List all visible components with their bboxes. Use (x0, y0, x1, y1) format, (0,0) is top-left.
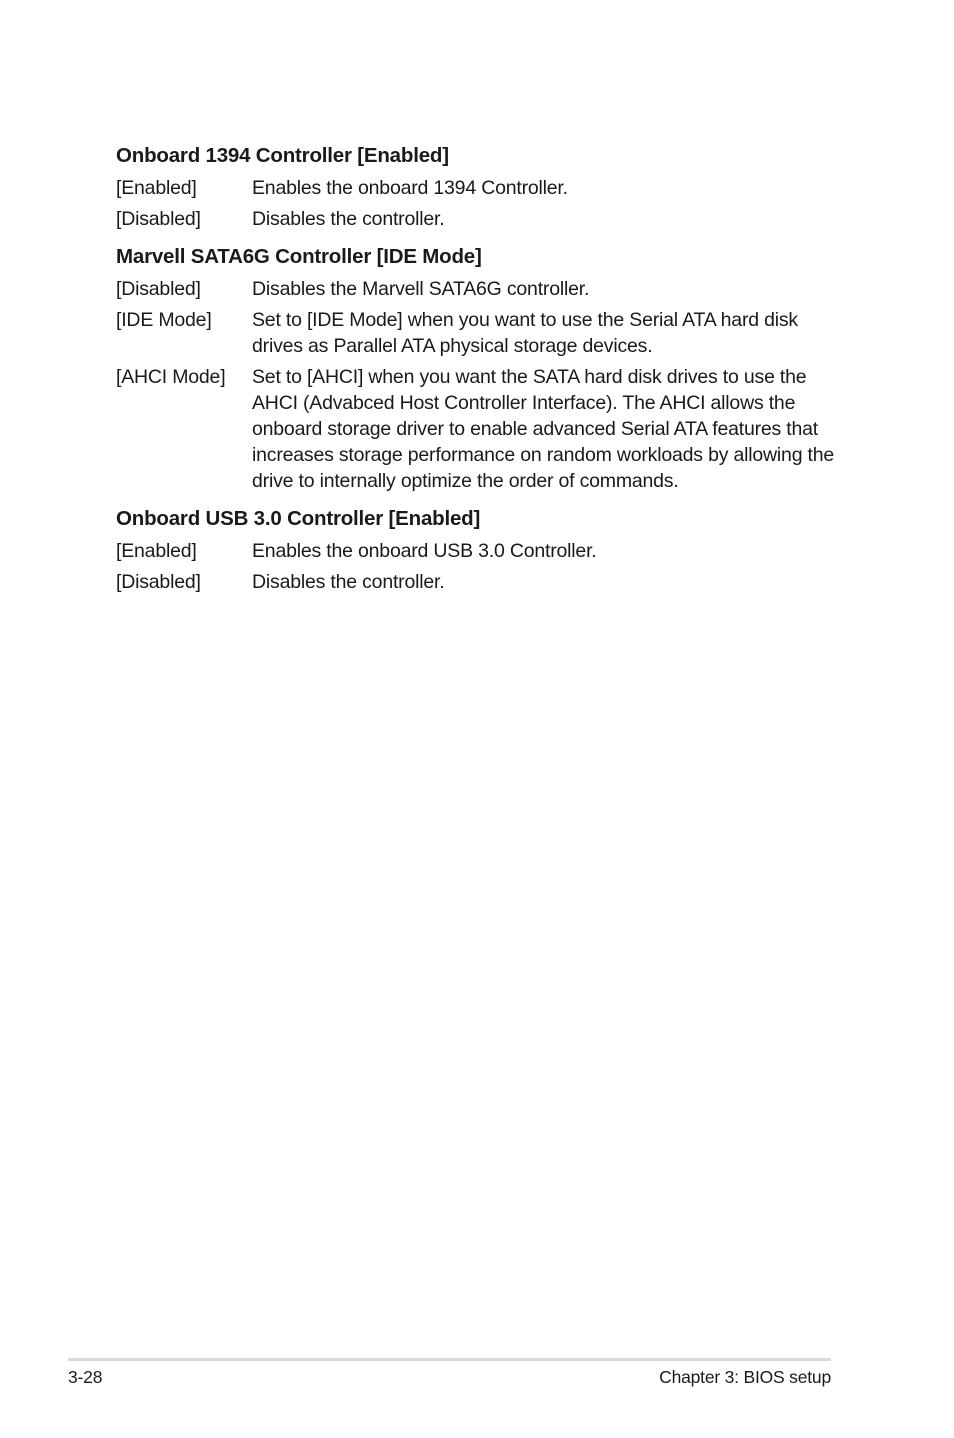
option-key: [Disabled] (116, 208, 201, 230)
option-description: Enables the onboard USB 3.0 Controller. (252, 540, 597, 562)
option-key: [Disabled] (116, 571, 201, 593)
option-description: Disables the Marvell SATA6G controller. (252, 278, 590, 300)
option-row (116, 538, 846, 564)
option-description: Disables the controller. (252, 571, 445, 593)
option-row (116, 276, 846, 302)
option-row (116, 175, 846, 201)
section-heading: Onboard USB 3.0 Controller [Enabled] (116, 507, 481, 530)
option-description: Set to [IDE Mode] when you want to use the Serial ATA hard disk drives as Parallel ATA physical storage devices. (252, 309, 798, 357)
section-heading: Onboard 1394 Controller [Enabled] (116, 144, 449, 167)
footer-divider (68, 1358, 831, 1361)
option-key: [IDE Mode] (116, 309, 212, 331)
option-key: [AHCI Mode] (116, 366, 226, 388)
option-description: Enables the onboard 1394 Controller. (252, 177, 568, 199)
section-marvell-sata6g (116, 244, 846, 494)
page-content (116, 143, 846, 607)
option-description: Disables the controller. (252, 208, 445, 230)
section-onboard-1394 (116, 143, 846, 232)
option-description: Set to [AHCI] when you want the SATA hard disk drives to use the AHCI (Advabced Host Controller Interface). The AHCI allows the onboard storage driver to enable advanced Serial ATA features that increases storage performance on random workloads by allowing the drive to internally optimize the order of commands. (252, 366, 835, 492)
option-row (116, 364, 846, 494)
option-row (116, 307, 846, 359)
option-row (116, 206, 846, 232)
page-number: 3-28 (68, 1367, 103, 1387)
section-heading: Marvell SATA6G Controller [IDE Mode] (116, 245, 482, 268)
option-row (116, 569, 846, 595)
option-key: [Enabled] (116, 177, 197, 199)
option-key: [Disabled] (116, 278, 201, 300)
section-onboard-usb3 (116, 506, 846, 595)
chapter-title: Chapter 3: BIOS setup (659, 1367, 831, 1387)
option-key: [Enabled] (116, 540, 197, 562)
